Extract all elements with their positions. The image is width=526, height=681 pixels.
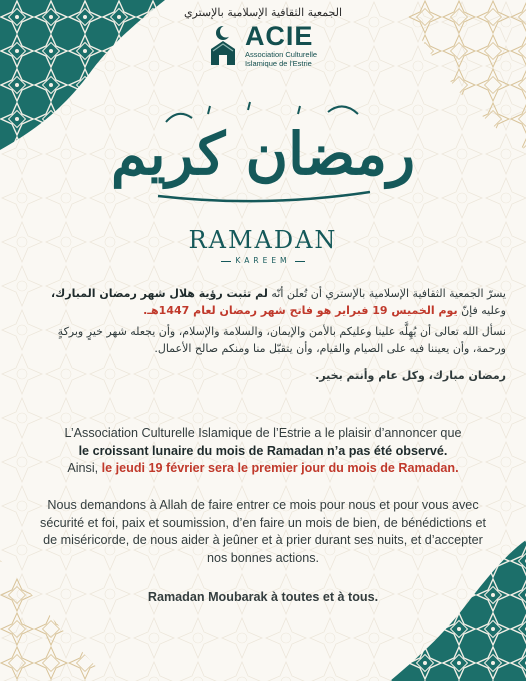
- arabic-prayer: نسأل الله تعالى أن يُهِلَّه علينا وعليكم بالأمن والإيمان، والسلامة والإسلام، وأن يجعله شهر خيرٍ وبركةٍ ورحمة، وأن يعيننا فيه على الصيام والقيام، وأن يتقبّل منا ومنكم صالح الأعمال.: [57, 325, 506, 355]
- french-p1-ainsi: Ainsi,: [67, 461, 99, 475]
- french-prayer: Nous demandons à Allah de faire entrer ce mois pour nous et pour vous avec sécurité et foi, paix et soumission, d’en faire un mois de bien, de bénédictions et de miséricorde, de nous aider à jeûner et à prier durant ses nuits, et d’accepter nos bonnes actions.: [40, 498, 486, 565]
- logo-acronym: ACIE: [244, 21, 314, 51]
- arabic-p1-bold: لم تثبت رؤية هلال شهر رمضان المبارك،: [51, 287, 268, 300]
- subtitle-kareem: [0, 256, 526, 265]
- arabic-p1-date: يوم الخميس 19 فبراير هو فاتح شهر رمضان لعام 1447هـ.: [143, 304, 458, 317]
- logo: [0, 23, 526, 68]
- header: [0, 6, 526, 68]
- subtitle-kareem-text: KAREEM: [235, 256, 291, 265]
- logo-line-1: Association Culturelle: [244, 50, 318, 59]
- logo-line-2: Islamique de l'Estrie: [244, 59, 312, 68]
- arabic-p1-therefore: وعليه فإنّ: [461, 304, 506, 317]
- french-greeting: Ramadan Moubarak à toutes et à tous.: [147, 590, 379, 604]
- french-p1-date: le jeudi 19 février sera le premier jour du mois de Ramadan.: [101, 461, 459, 475]
- arabic-org-name: الجمعية الثقافية الإسلامية بالإستري: [183, 6, 343, 19]
- calligraphy-text: رمضان كريم: [110, 120, 416, 188]
- french-p1-intro: L’Association Culturelle Islamique de l’Estrie a le plaisir d’annoncer que: [64, 426, 462, 440]
- arabic-announcement: [24, 285, 506, 319]
- title-ramadan: RAMADAN: [188, 226, 338, 254]
- mosque-crescent-icon: [209, 25, 237, 67]
- ramadan-kareem-calligraphy: [110, 92, 416, 212]
- arabic-p1-intro: يسرّ الجمعية الثقافية الإسلامية بالإستري أن تُعلن أنّه: [271, 287, 506, 300]
- arabic-greeting: رمضان مبارك، وكل عام وأنتم بخير.: [315, 369, 506, 382]
- french-announcement: [32, 425, 494, 478]
- french-p1-bold: le croissant lunaire du mois de Ramadan n’a pas été observé.: [78, 443, 448, 458]
